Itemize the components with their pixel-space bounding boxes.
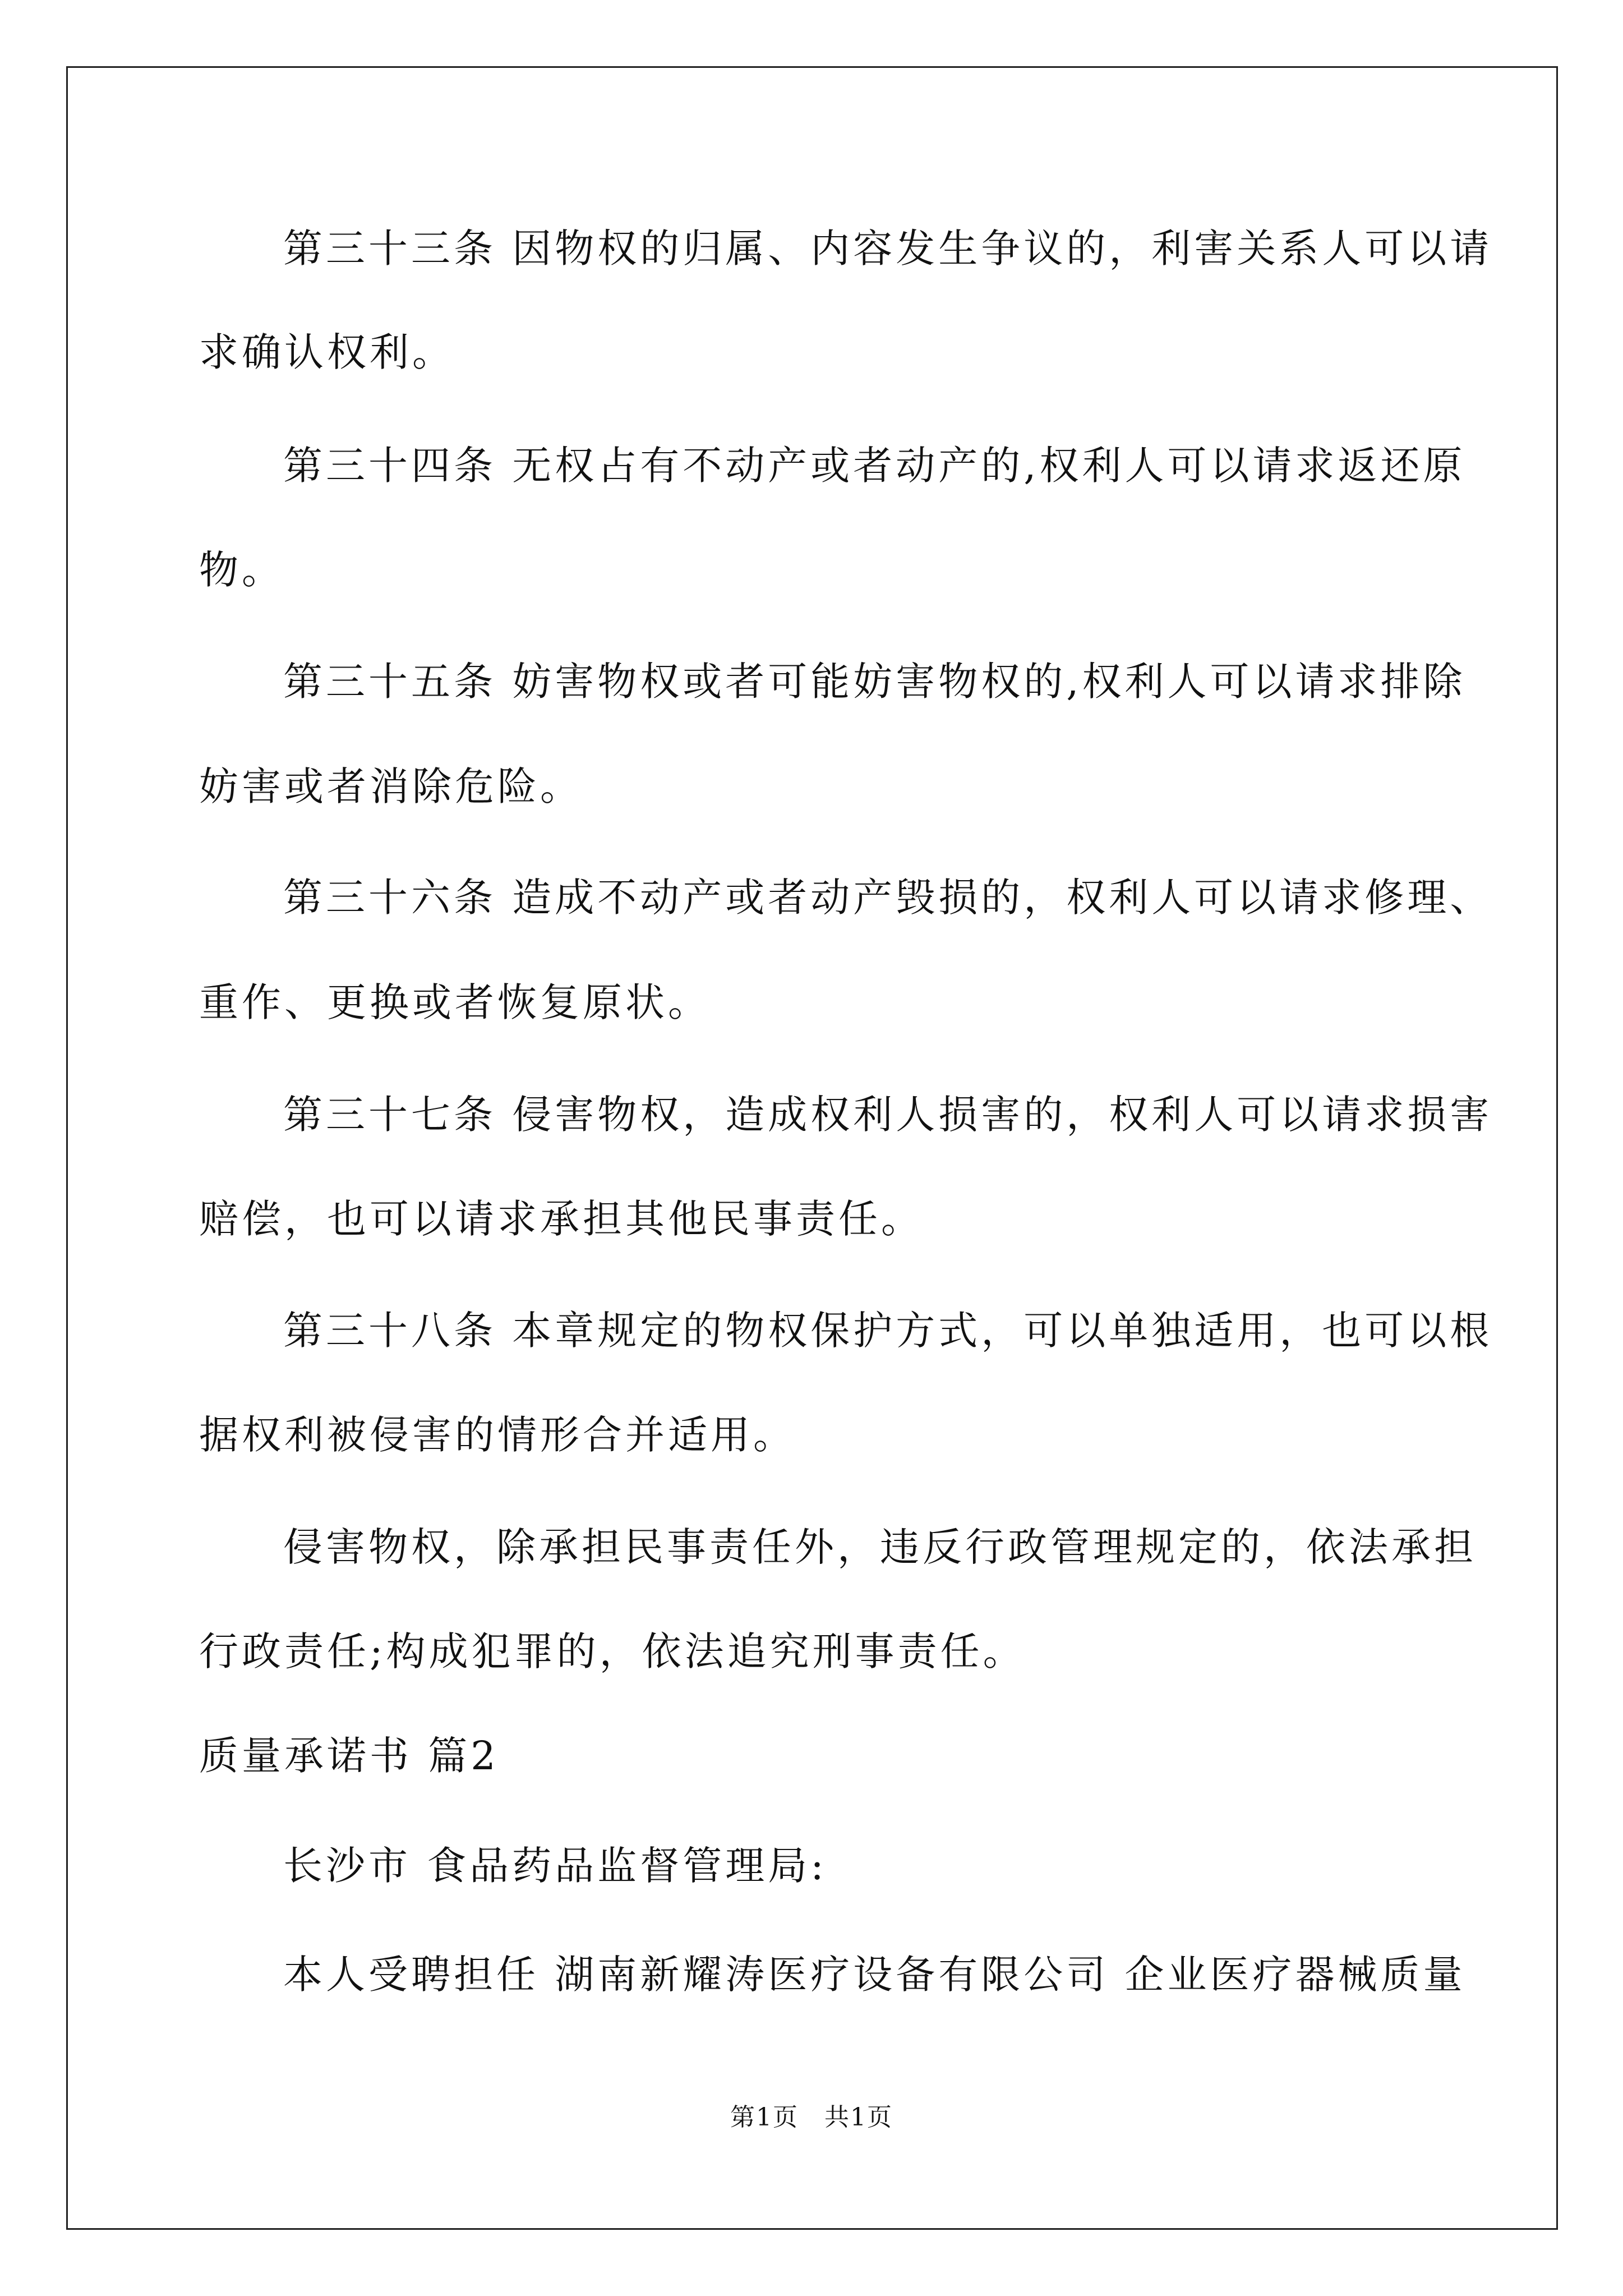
article-37-line-2: 赔偿，也可以请求承担其他民事责任。 <box>199 1196 924 1242</box>
paragraph-liability-line-2: 行政责任;构成犯罪的，依法追究刑事责任。 <box>199 1628 1026 1674</box>
article-34-line-2: 物。 <box>199 547 284 593</box>
section-heading: 质量承诺书 篇2 <box>199 1733 499 1779</box>
article-33-line-2: 求确认权利。 <box>199 329 455 375</box>
article-36-line-1: 第三十六条 造成不动产或者动产毁损的，权利人可以请求修理、 <box>283 875 1493 921</box>
commitment-line-1: 本人受聘担任 湖南新耀涛医疗设备有限公司 企业医疗器械质量 <box>283 1952 1466 1998</box>
paragraph-liability-line-1: 侵害物权，除承担民事责任外，违反行政管理规定的，依法承担 <box>283 1524 1477 1570</box>
article-37-line-1: 第三十七条 侵害物权，造成权利人损害的，权利人可以请求损害 <box>283 1092 1493 1138</box>
article-38-line-1: 第三十八条 本章规定的物权保护方式，可以单独适用，也可以根 <box>283 1308 1493 1354</box>
article-34-line-1: 第三十四条 无权占有不动产或者动产的,权利人可以请求返还原 <box>283 443 1466 489</box>
article-36-line-2: 重作、更换或者恢复原状。 <box>199 979 711 1025</box>
page-footer: 第1页 共1页 <box>730 2103 893 2132</box>
article-33-line-1: 第三十三条 因物权的归属、内容发生争议的，利害关系人可以请 <box>283 226 1493 272</box>
addressee-line: 长沙市 食品药品监督管理局: <box>283 1843 827 1889</box>
page-border <box>66 66 1558 2230</box>
article-38-line-2: 据权利被侵害的情形合并适用。 <box>199 1412 796 1458</box>
article-35-line-1: 第三十五条 妨害物权或者可能妨害物权的,权利人可以请求排除 <box>283 659 1466 705</box>
article-35-line-2: 妨害或者消除危险。 <box>199 763 583 809</box>
